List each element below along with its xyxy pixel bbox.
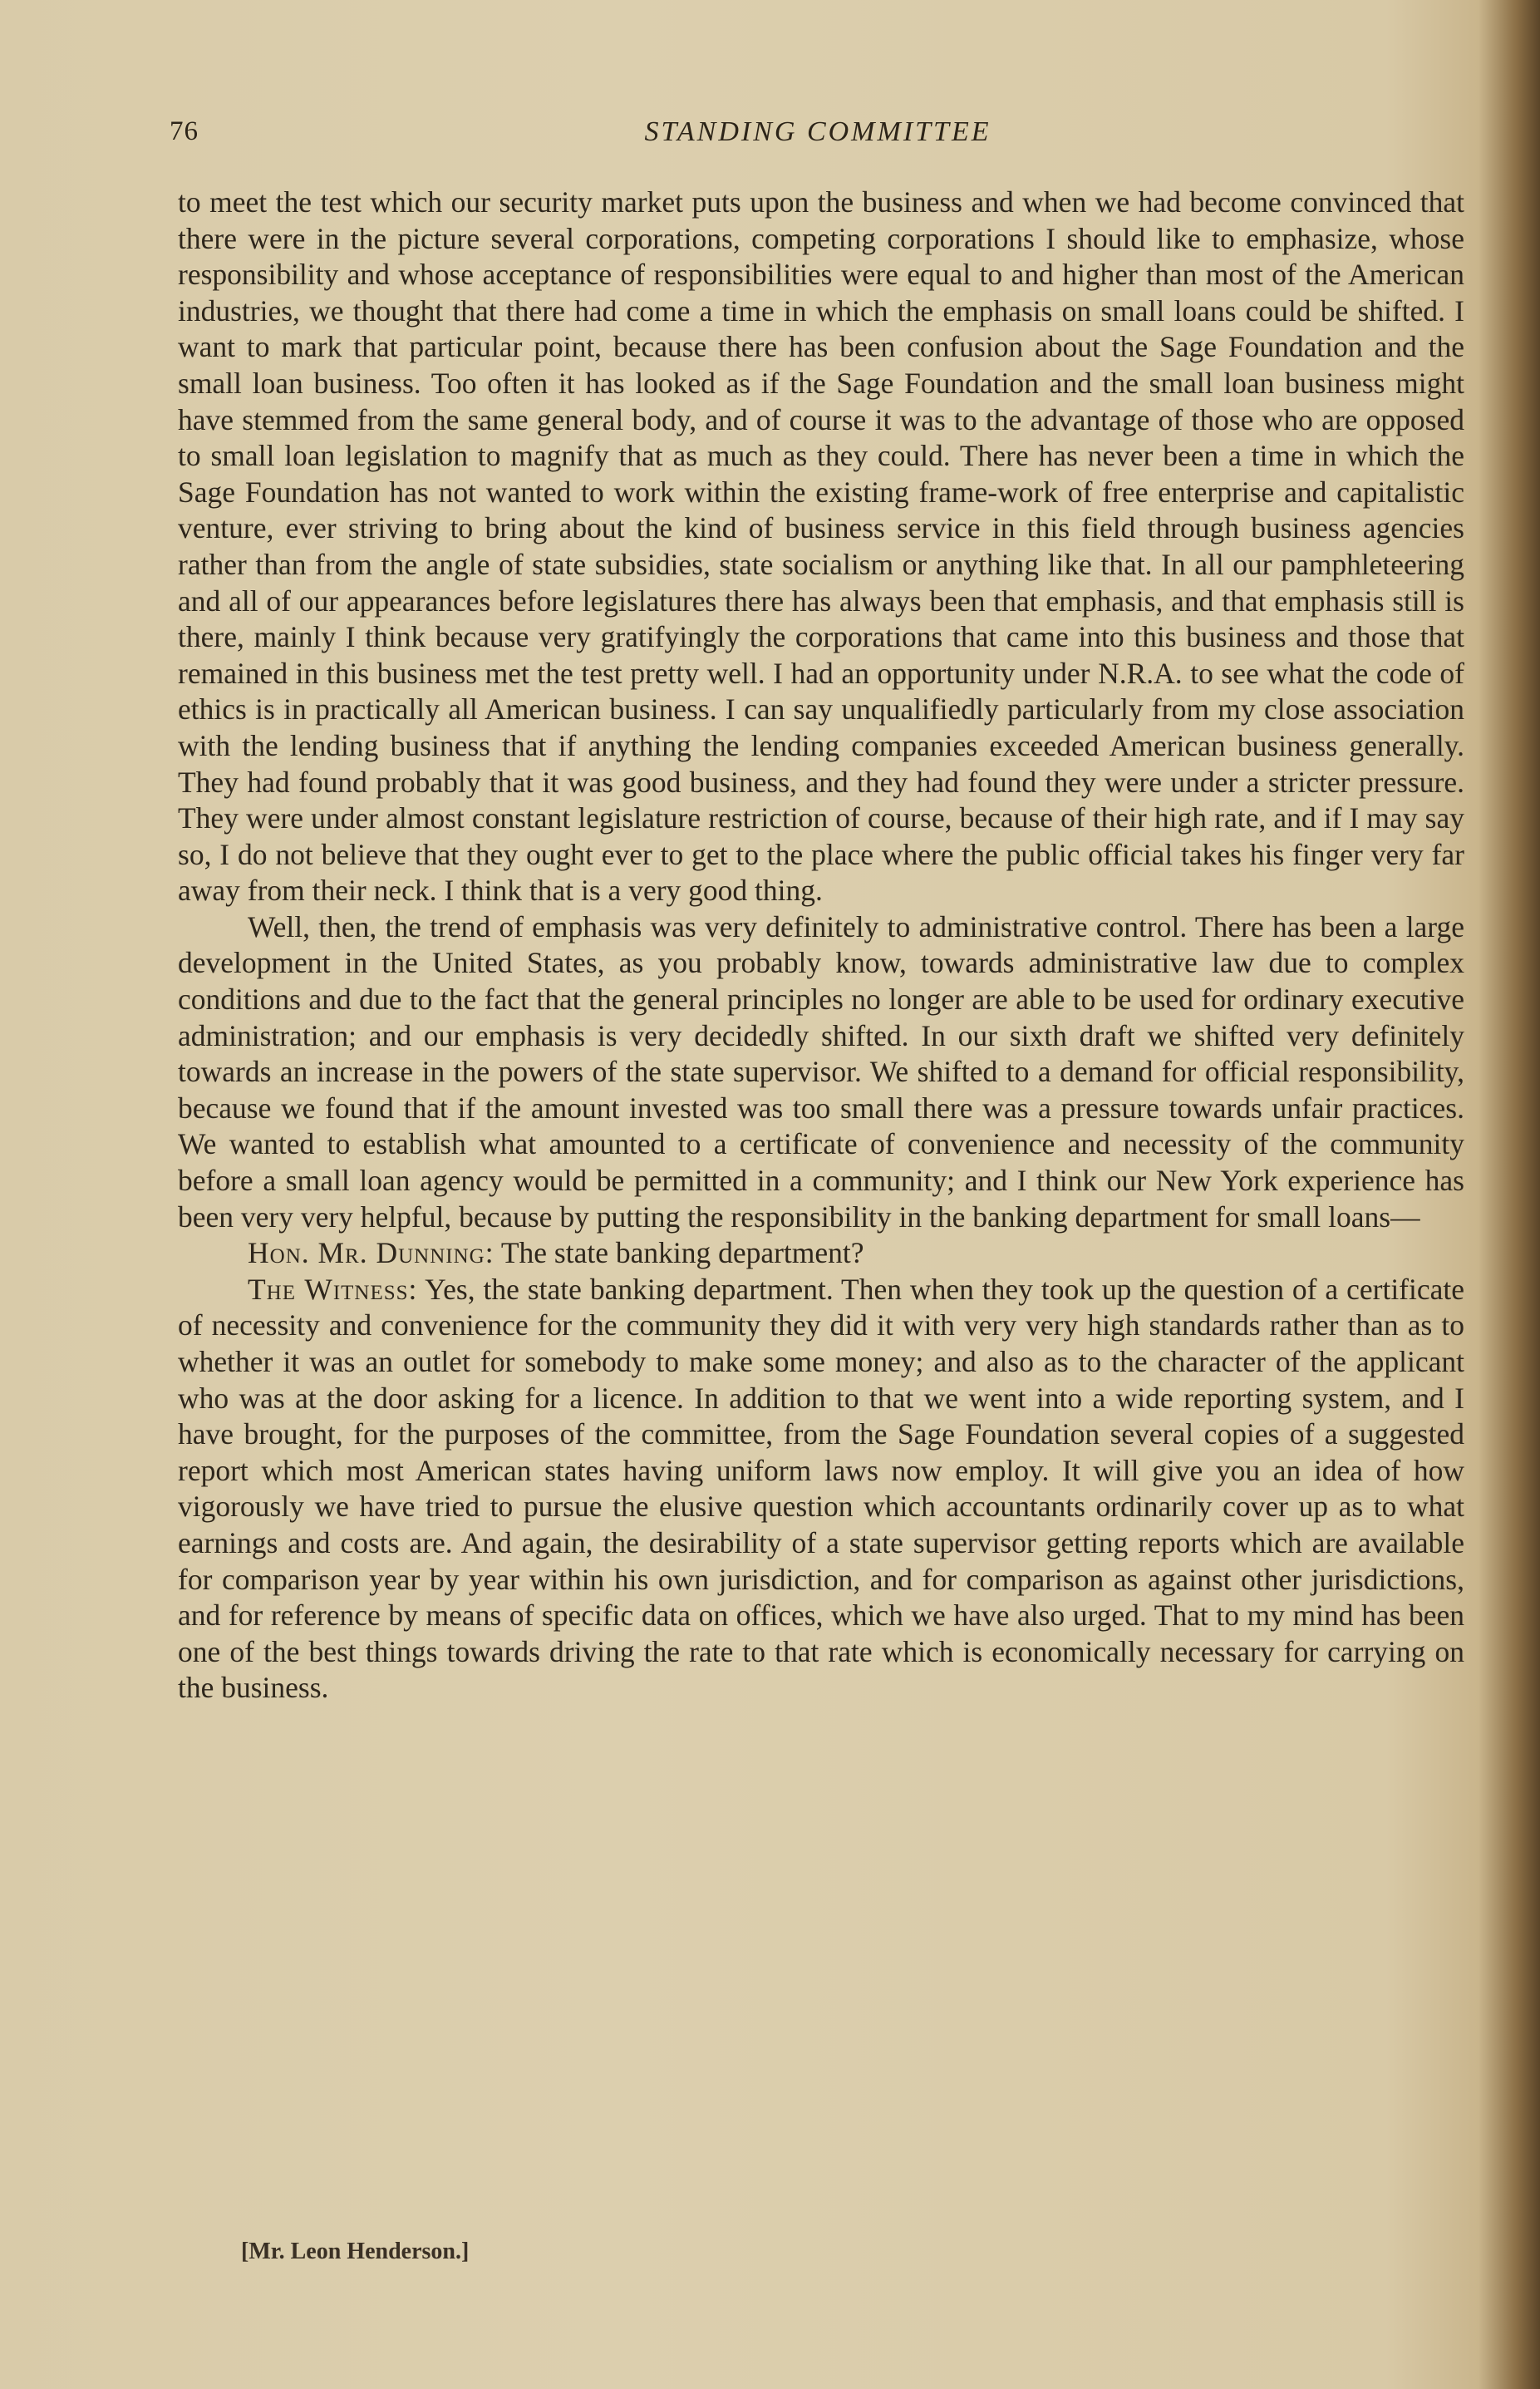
- page-number: 76: [170, 116, 199, 146]
- running-title: STANDING COMMITTEE: [644, 116, 991, 147]
- running-head: [170, 116, 1466, 153]
- paragraph-3: [178, 1235, 1464, 1272]
- speaker-text: The state banking department?: [500, 1236, 864, 1270]
- speaker-text: Yes, the state banking department. Then when they took up the question of a certificate of necessity and convenience for the community they did it with very very high standards rather than as to whether it was an outlet for somebody to make some money; and also as to the character of the applicant who was at the door asking for a licence. In addition to that we went into a wide reporting system, and I have brought, for the purposes of the committee, from the Sage Foundation several copies of a suggested report which most American states having uniform laws now employ. It will give you an idea of how vigorously we have tried to pursue the elusive question which accountants ordinarily cover up as to what earnings and costs are. And again, the desirability of a state supervisor getting reports which are available for comparison year by year within his own jurisdiction, and for comparison as against other jurisdictions, and for reference by means of specific data on offices, which we have also urged. That to my mind has been one of the best things towards driving the rate to that rate which is economically necessary for carrying on the business.: [178, 1272, 1465, 1705]
- paragraph-4: [178, 1272, 1464, 1707]
- speaker-attribution: [Mr. Leon Henderson.]: [241, 2239, 470, 2264]
- speaker-label: Hon. Mr. Dunning:: [248, 1236, 494, 1270]
- paragraph-2: Well, then, the trend of emphasis was very definitely to administrative control. There has been a large development in the United States, as you probably know, towards administrative law due to complex conditions and due to the fact that the general principles no longer are able to be used for ordinary executive administration; and our emphasis is very decidedly shifted. In our sixth draft we shifted very definitely towards an increase in the powers of the state supervisor. We shifted to a demand for official responsibility, because we found that if the amount invested was too small there was a pressure towards unfair practices. We wanted to establish what amounted to a certificate of convenience and necessity of the community before a small loan agency would be permitted in a community; and I think our New York experience has been very very helpful, because by putting the responsibility in the banking department for small loans—: [178, 909, 1464, 1234]
- speaker-label: The Witness:: [248, 1272, 418, 1306]
- paragraph-1: to meet the test which our security market puts upon the business and when we had become convinced that there were in the picture several corporations, competing corporations I should like to emphasize, whose responsibility and whose acceptance of responsibilities were equal to and higher than most of the American industries, we thought that there had come a time in which the emphasis on small loans could be shifted. I want to mark that particular point, because there has been confusion about the Sage Foundation and the small loan business. Too often it has looked as if the Sage Foundation and the small loan business might have stemmed from the same general body, and of course it was to the advantage of those who are opposed to small loan legislation to magnify that as much as they could. There has never been a time in which the Sage Foundation has not wanted to work within the existing frame-work of free enterprise and capitalistic venture, ever striving to bring about the kind of business service in this field through business agencies rather than from the angle of state subsidies, state socialism or anything like that. In all our pamphleteering and all of our appearances before legislatures there has always been that emphasis, and that emphasis still is there, mainly I think because very gratifyingly the corporations that came into this business and those that remained in this business met the test pretty well. I had an opportunity under N.R.A. to see what the code of ethics is in practically all American business. I can say unqualifiedly particularly from my close association with the lending business that if anything the lending companies exceeded American business generally. They had found probably that it was good business, and they had found they were under a stricter pressure. They were under almost constant legislature restriction of course, because of their high rate, and if I may say so, I do not believe that they ought ever to get to the place where the public official takes his finger very far away from their neck. I think that is a very good thing.: [178, 185, 1464, 908]
- body-text: [178, 185, 1464, 1707]
